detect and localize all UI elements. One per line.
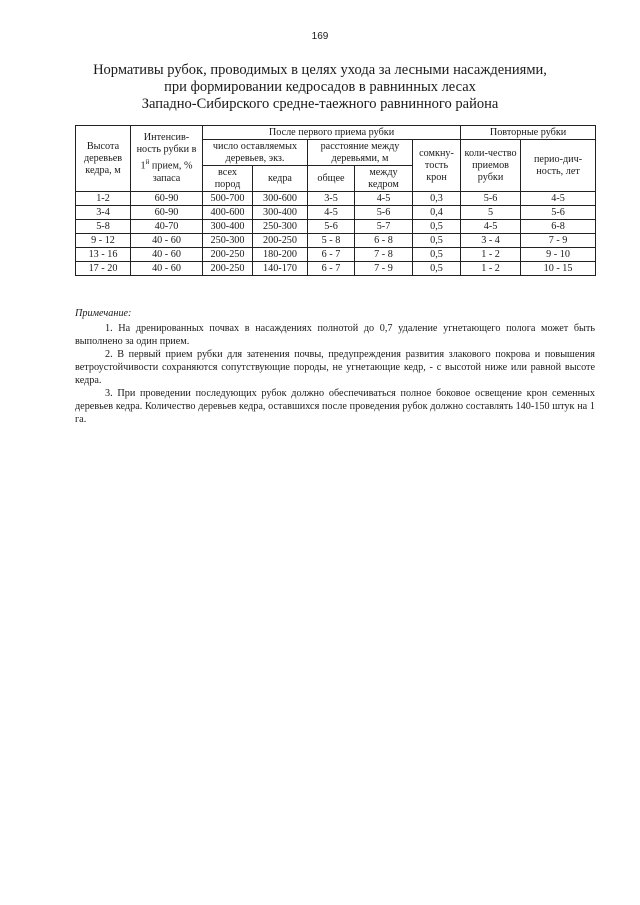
table-cell: 3-4 bbox=[76, 206, 131, 220]
table-cell: 0,3 bbox=[413, 192, 461, 206]
table-cell: 0,4 bbox=[413, 206, 461, 220]
header-intensity-text-end: прием, % запаса bbox=[149, 160, 193, 184]
table-cell: 5-6 bbox=[308, 220, 355, 234]
table-row bbox=[76, 248, 596, 262]
note-item: 2. В первый прием рубки для затенения почвы, предупреждения развития злакового покрова и повышения ветроустойчивости сохраняются сопутствующие породы, не угнетающие кедр, - с высотой ниже или равной высоте кедра. bbox=[75, 349, 595, 386]
table-cell: 4-5 bbox=[308, 206, 355, 220]
table-cell: 5-7 bbox=[355, 220, 413, 234]
header-cedar: кедра bbox=[253, 166, 308, 192]
table-cell: 9 - 12 bbox=[76, 234, 131, 248]
norms-table bbox=[75, 125, 596, 276]
table-cell: 140-170 bbox=[253, 262, 308, 276]
header-intensity bbox=[131, 126, 203, 192]
note-item: 3. При проведении последующих рубок должно обеспечиваться полное боковое освещение крон семенных деревьев кедра. Количество деревьев кедра, оставшихся после проведения рубок должно составлять 140-150 штук на 1 га. bbox=[75, 388, 595, 425]
notes-section bbox=[75, 307, 595, 426]
table-cell: 40 - 60 bbox=[131, 234, 203, 248]
header-first-cutting: После первого приема рубки bbox=[203, 126, 461, 140]
header-period: перио-дич-ность, лет bbox=[521, 140, 596, 192]
table-cell: 200-250 bbox=[253, 234, 308, 248]
table-cell: 5-6 bbox=[461, 192, 521, 206]
table-cell: 7 - 8 bbox=[355, 248, 413, 262]
table-cell: 7 - 9 bbox=[521, 234, 596, 248]
table-cell: 5-6 bbox=[355, 206, 413, 220]
document-title bbox=[40, 62, 600, 113]
table-row bbox=[76, 192, 596, 206]
title-line-3: Западно-Сибирского средне-таежного равнинного района bbox=[141, 96, 499, 112]
table-cell: 7 - 9 bbox=[355, 262, 413, 276]
table-cell: 0,5 bbox=[413, 248, 461, 262]
table-cell: 250-300 bbox=[203, 234, 253, 248]
table-cell: 400-600 bbox=[203, 206, 253, 220]
table-cell: 17 - 20 bbox=[76, 262, 131, 276]
table-cell: 200-250 bbox=[203, 262, 253, 276]
table-cell: 5-8 bbox=[76, 220, 131, 234]
table-row bbox=[76, 262, 596, 276]
table-cell: 0,5 bbox=[413, 220, 461, 234]
header-between-cedar: между кедром bbox=[355, 166, 413, 192]
table-cell: 40 - 60 bbox=[131, 248, 203, 262]
header-intensity-sup: й bbox=[145, 158, 150, 167]
table-row bbox=[76, 220, 596, 234]
table-cell: 3 - 4 bbox=[461, 234, 521, 248]
header-repeat-cutting: Повторные рубки bbox=[461, 126, 596, 140]
table-cell: 13 - 16 bbox=[76, 248, 131, 262]
notes-label: Примечание: bbox=[75, 308, 132, 319]
table-cell: 4-5 bbox=[461, 220, 521, 234]
table-cell: 6-8 bbox=[521, 220, 596, 234]
header-total: общее bbox=[308, 166, 355, 192]
header-height: Высота деревьев кедра, м bbox=[76, 126, 131, 192]
table-cell: 0,5 bbox=[413, 262, 461, 276]
table-cell: 40 - 60 bbox=[131, 262, 203, 276]
table-cell: 200-250 bbox=[203, 248, 253, 262]
table-cell: 10 - 15 bbox=[521, 262, 596, 276]
header-closure: сомкну-тость крон bbox=[413, 140, 461, 192]
table-cell: 5 - 8 bbox=[308, 234, 355, 248]
table-cell: 1-2 bbox=[76, 192, 131, 206]
table-cell: 0,5 bbox=[413, 234, 461, 248]
table-cell: 5 bbox=[461, 206, 521, 220]
table-row bbox=[76, 206, 596, 220]
header-all-species: всех пород bbox=[203, 166, 253, 192]
header-distance: расстояние между деревьями, м bbox=[308, 140, 413, 166]
table-cell: 6 - 7 bbox=[308, 248, 355, 262]
header-intensity-text: Интенсив-ность рубки в 1 bbox=[136, 132, 197, 172]
table-cell: 1 - 2 bbox=[461, 262, 521, 276]
title-line-1: Нормативы рубок, проводимых в целях ухода за лесными насаждениями, bbox=[93, 62, 547, 78]
table-cell: 60-90 bbox=[131, 206, 203, 220]
table-cell: 1 - 2 bbox=[461, 248, 521, 262]
table-cell: 60-90 bbox=[131, 192, 203, 206]
table-cell: 250-300 bbox=[253, 220, 308, 234]
note-item: 1. На дренированных почвах в насаждениях полнотой до 0,7 удаление угнетающего полога может быть выполнено за один прием. bbox=[75, 323, 595, 347]
table-cell: 500-700 bbox=[203, 192, 253, 206]
table-cell: 9 - 10 bbox=[521, 248, 596, 262]
table-cell: 300-400 bbox=[203, 220, 253, 234]
table-cell: 300-600 bbox=[253, 192, 308, 206]
table-cell: 40-70 bbox=[131, 220, 203, 234]
header-trees-left: число оставляемых деревьев, экз. bbox=[203, 140, 308, 166]
table-cell: 6 - 8 bbox=[355, 234, 413, 248]
table-cell: 300-400 bbox=[253, 206, 308, 220]
table-body bbox=[76, 192, 596, 276]
table-cell: 4-5 bbox=[521, 192, 596, 206]
title-line-2: при формировании кедросадов в равнинных лесах bbox=[164, 79, 476, 95]
table-cell: 6 - 7 bbox=[308, 262, 355, 276]
table-cell: 180-200 bbox=[253, 248, 308, 262]
page-number: 169 bbox=[311, 31, 329, 42]
table-cell: 4-5 bbox=[355, 192, 413, 206]
table-cell: 5-6 bbox=[521, 206, 596, 220]
header-count: коли-чество приемов рубки bbox=[461, 140, 521, 192]
table-cell: 3-5 bbox=[308, 192, 355, 206]
table-row bbox=[76, 234, 596, 248]
